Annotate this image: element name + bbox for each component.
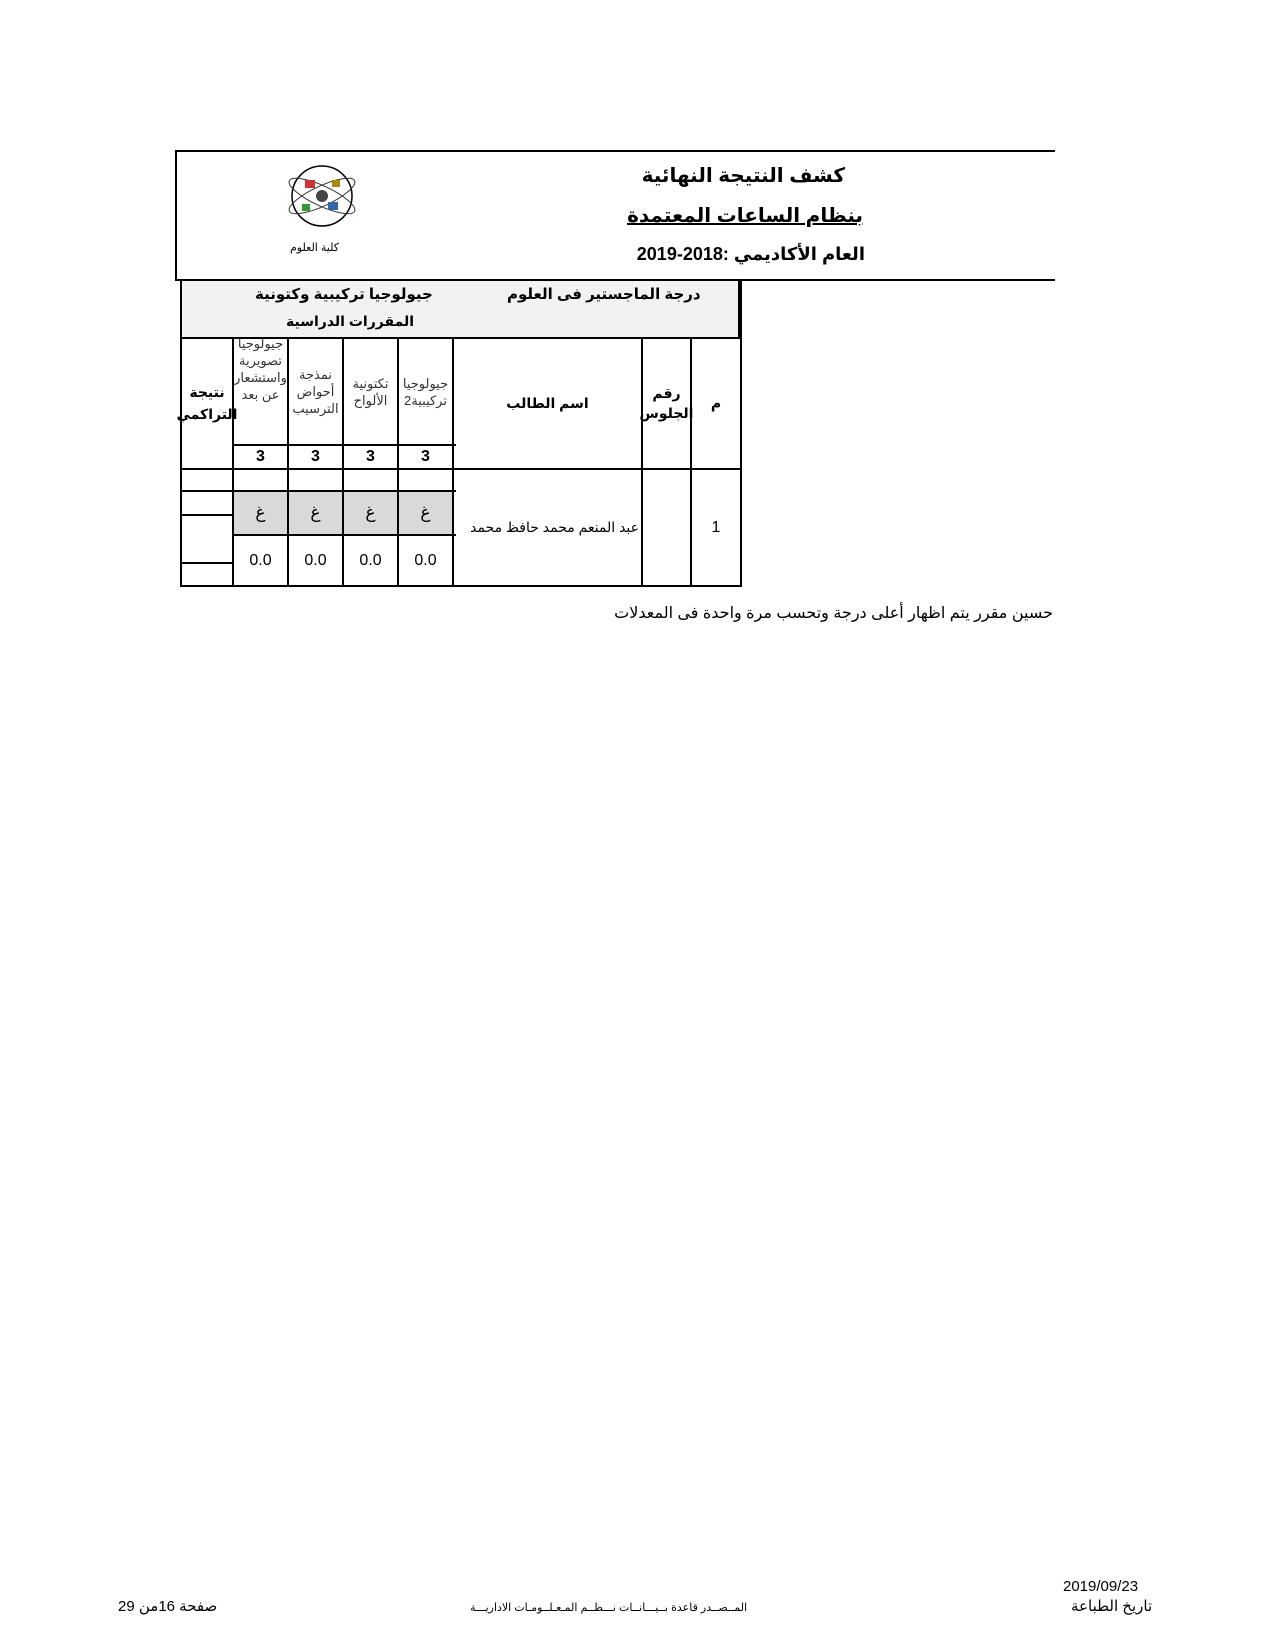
print-date: 2019/09/23 — [1063, 1578, 1139, 1595]
grading-note: حسين مقرر يتم اظهار أعلى درجة وتحسب مرة واحدة فى المعدلات — [614, 605, 1053, 622]
score-cell: 0.0 — [304, 551, 327, 569]
grade-cell: غ — [399, 492, 452, 534]
cumulative-result — [182, 516, 232, 562]
score-cell: 0.0 — [359, 551, 382, 569]
row-index: 1 — [711, 518, 721, 536]
data-source-label: المــصــدر قاعدة بــيـــانــات نـــظــم المـعـلــومـات الاداريـــة — [470, 1602, 748, 1614]
course-name: تكتونية الألواح — [352, 375, 389, 408]
course-hours: 3 — [311, 448, 320, 465]
page-number: صفحة 16من 29 — [118, 1598, 218, 1615]
course-name: جيولوجيا تركيبية2 — [402, 375, 449, 408]
student-name-header: اسم الطالب — [506, 394, 589, 411]
report-title: كشف النتيجة النهائية — [641, 165, 845, 187]
seat-number-header: رقم الجلوس — [639, 385, 694, 421]
courses-label: المقررات الدراسية — [286, 313, 415, 329]
grade-cell: غ — [234, 492, 287, 534]
score-cell: 0.0 — [414, 551, 437, 569]
grade-cell: غ — [289, 492, 342, 534]
faculty-of-science-logo — [272, 160, 372, 238]
course-hours: 3 — [421, 448, 430, 465]
print-date-label: تاريخ الطباعة — [1071, 1598, 1153, 1615]
cumulative-result-header: نتيجة التراكمي — [176, 384, 238, 422]
degree-label: درجة الماجستير فى العلوم — [507, 286, 701, 303]
system-title: بنظام الساعات المعتمدة — [627, 205, 863, 227]
grade-cell: غ — [344, 492, 397, 534]
specialization-label: جيولوجيا تركيبية وكتونية — [255, 286, 433, 303]
faculty-caption: كلية العلوم — [290, 242, 340, 254]
course-name: نمذجة أحواض الترسيب — [292, 367, 339, 416]
row-seat-number — [643, 470, 690, 585]
score-cell: 0.0 — [249, 551, 272, 569]
academic-year: العام الأكاديمي :2018-2019 — [636, 244, 865, 264]
course-name: جيولوجيا تصويرية واستشعار عن بعد — [234, 336, 287, 402]
course-hours: 3 — [366, 448, 375, 465]
index-header: م — [710, 394, 722, 411]
student-name: عبد المنعم محمد حافظ محمد — [470, 519, 639, 535]
course-hours: 3 — [256, 448, 265, 465]
